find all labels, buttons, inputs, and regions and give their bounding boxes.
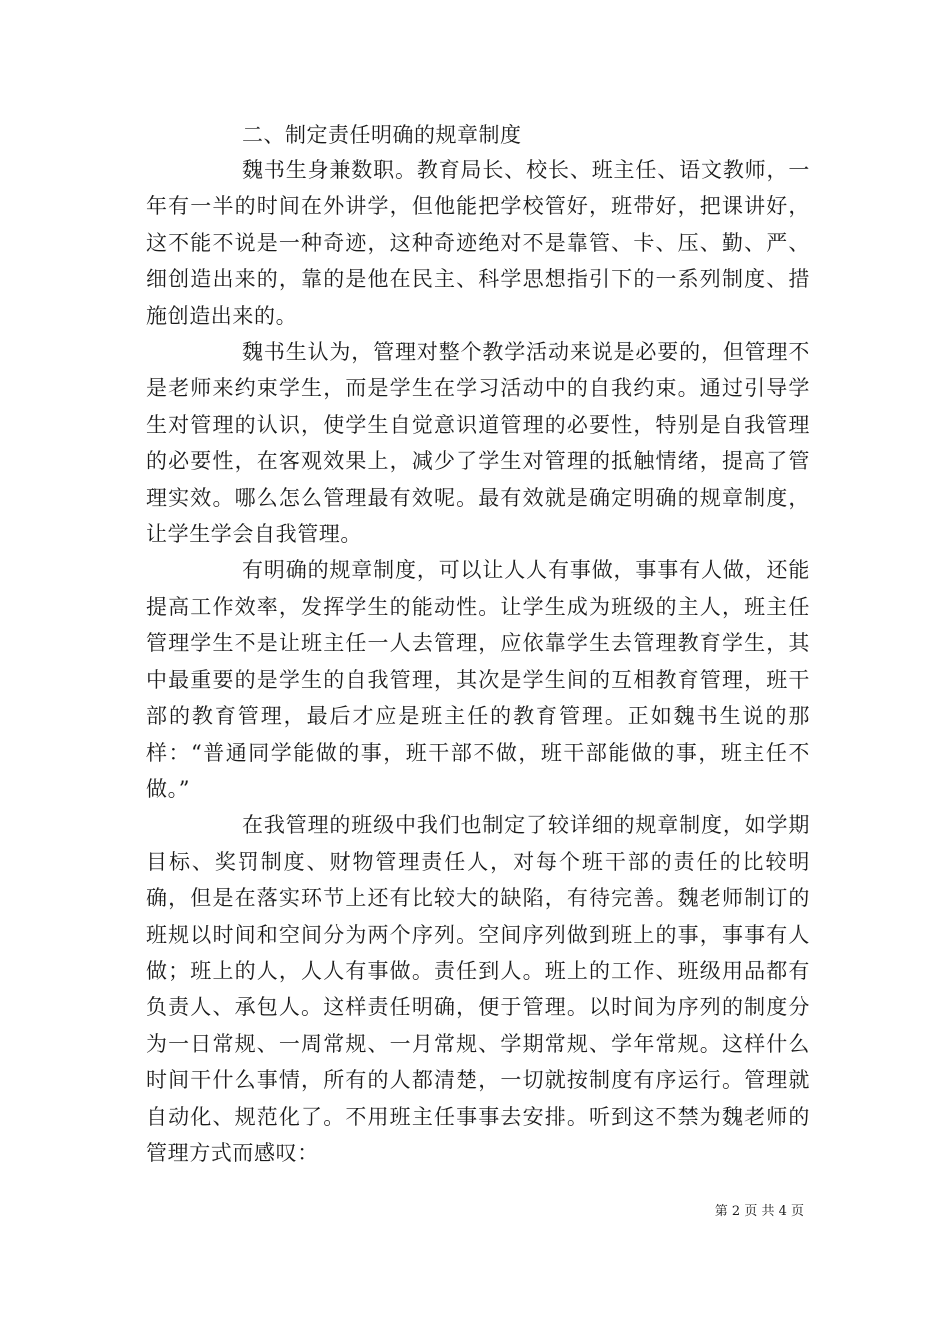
section-heading: 二、制定责任明确的规章制度 (242, 123, 522, 147)
paragraph: 魏书生身兼数职。教育局长、校长、班主任、语文教师，一年有一半的时间在外讲学，但他能把学校管好，班带好，把课讲好，这不能不说是一种奇迹，这种奇迹绝对不是靠管、卡、压、勤、严、细创造出来的，靠的是他在民主、科学思想指引下的一系列制度、措施创造出来的。 (146, 158, 810, 328)
page-number: 第 2 页 共 4 页 (714, 1204, 804, 1219)
paragraph: 有明确的规章制度，可以让人人有事做，事事有人做，还能提高工作效率，发挥学生的能动性。让学生成为班级的主人，班主任管理学生不是让班主任一人去管理，应依靠学生去管理教育学生，其中最重要的是学生的自我管理，其次是学生间的互相教育管理，班干部的教育管理，最后才应是班主任的教育管理。正如魏书生说的那样：“普通同学能做的事，班干部不做，班干部能做的事，班主任不做。” (146, 558, 810, 801)
paragraph: 魏书生认为，管理对整个教学活动来说是必要的，但管理不是老师来约束学生，而是学生在学习活动中的自我约束。通过引导学生对管理的认识，使学生自觉意识道管理的必要性，特别是自我管理的必要性，在客观效果上，减少了学生对管理的抵触情绪，提高了管理实效。哪么怎么管理最有效呢。最有效就是确定明确的规章制度，让学生学会自我管理。 (146, 340, 810, 547)
paragraph: 在我管理的班级中我们也制定了较详细的规章制度，如学期目标、奖罚制度、财物管理责任人，对每个班干部的责任的比较明确，但是在落实环节上还有比较大的缺陷，有待完善。魏老师制订的班规以时间和空间分为两个序列。空间序列做到班上的事，事事有人做；班上的人，人人有事做。责任到人。班上的工作、班级用品都有负责人、承包人。这样责任明确，便于管理。以时间为序列的制度分为一日常规、一周常规、一月常规、学期常规、学年常规。这样什么时间干什么事情，所有的人都清楚，一切就按制度有序运行。管理就自动化、规范化了。不用班主任事事去安排。听到这不禁为魏老师的管理方式而感叹： (146, 813, 810, 1165)
document-body (146, 118, 810, 1171)
